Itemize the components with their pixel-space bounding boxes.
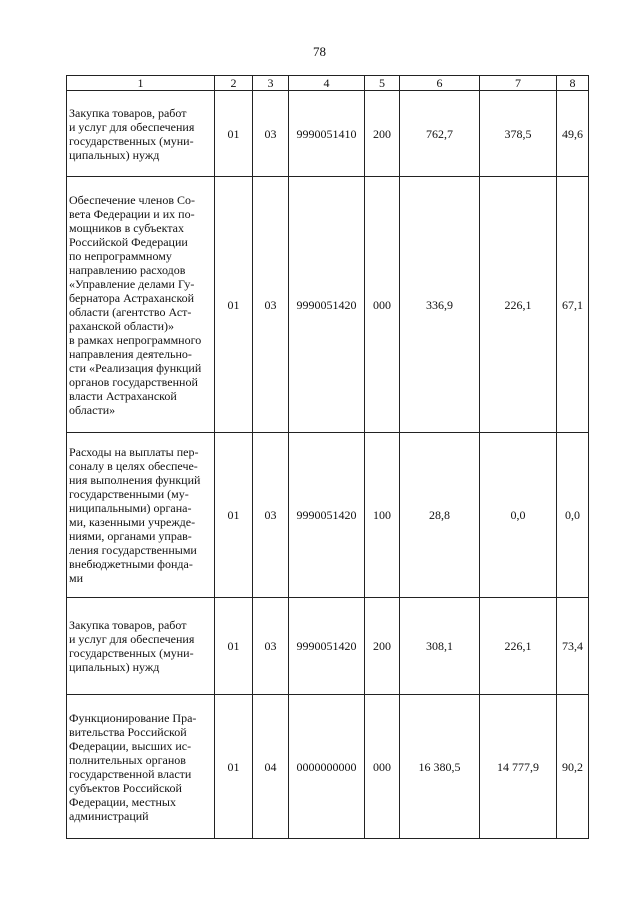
execution-percent: 90,2: [557, 695, 589, 839]
table-row: [67, 598, 589, 695]
expense-type-code: 000: [365, 177, 400, 433]
header-row: [67, 76, 589, 91]
execution-percent: 67,1: [557, 177, 589, 433]
planned-amount: 28,8: [400, 433, 480, 598]
planned-amount: 16 380,5: [400, 695, 480, 839]
table-row: [67, 433, 589, 598]
header-cell-4: 4: [289, 76, 365, 91]
header-cell-6: 6: [400, 76, 480, 91]
row-description: Обеспечение членов Со- вета Федерации и их по- мощников в субъектах Российской Федерации по непрограммному направлению расходов «Управление делами Гу- бернатора Астраханской области (агентство Аст- раханской области)» в рамках непрограммного направления деятельно- сти «Реализация функций органов государственной власти Астраханской области»: [67, 177, 215, 433]
subsection-code: 03: [253, 177, 289, 433]
executed-amount: 378,5: [480, 91, 557, 177]
target-article-code: 9990051420: [289, 433, 365, 598]
planned-amount: 762,7: [400, 91, 480, 177]
section-code: 01: [215, 433, 253, 598]
executed-amount: 0,0: [480, 433, 557, 598]
header-cell-5: 5: [365, 76, 400, 91]
executed-amount: 226,1: [480, 598, 557, 695]
target-article-code: 9990051410: [289, 91, 365, 177]
table-row: [67, 695, 589, 839]
header-cell-7: 7: [480, 76, 557, 91]
header-cell-3: 3: [253, 76, 289, 91]
executed-amount: 14 777,9: [480, 695, 557, 839]
page-number: 78: [313, 44, 326, 59]
target-article-code: 9990051420: [289, 177, 365, 433]
subsection-code: 03: [253, 598, 289, 695]
row-description: Закупка товаров, работ и услуг для обеспечения государственных (муни- ципальных) нужд: [67, 598, 215, 695]
row-description: Закупка товаров, работ и услуг для обеспечения государственных (муни- ципальных) нужд: [67, 91, 215, 177]
header-cell-1: 1: [67, 76, 215, 91]
expense-type-code: 100: [365, 433, 400, 598]
section-code: 01: [215, 91, 253, 177]
budget-table: [66, 75, 589, 839]
subsection-code: 04: [253, 695, 289, 839]
planned-amount: 336,9: [400, 177, 480, 433]
section-code: 01: [215, 695, 253, 839]
subsection-code: 03: [253, 91, 289, 177]
planned-amount: 308,1: [400, 598, 480, 695]
header-cell-8: 8: [557, 76, 589, 91]
execution-percent: 73,4: [557, 598, 589, 695]
execution-percent: 49,6: [557, 91, 589, 177]
executed-amount: 226,1: [480, 177, 557, 433]
header-cell-2: 2: [215, 76, 253, 91]
section-code: 01: [215, 598, 253, 695]
target-article-code: 9990051420: [289, 598, 365, 695]
expense-type-code: 000: [365, 695, 400, 839]
table-row: [67, 91, 589, 177]
expense-type-code: 200: [365, 91, 400, 177]
row-description: Функционирование Пра- вительства Российской Федерации, высших ис- полнительных органов государственной власти субъектов Российской Федерации, местных администраций: [67, 695, 215, 839]
row-description: Расходы на выплаты пер- соналу в целях обеспече- ния выполнения функций государственными (му- ниципальными) органа- ми, казенными учрежде- ниями, органами управ- ления государственными внебюджетными фонда- ми: [67, 433, 215, 598]
subsection-code: 03: [253, 433, 289, 598]
target-article-code: 0000000000: [289, 695, 365, 839]
execution-percent: 0,0: [557, 433, 589, 598]
section-code: 01: [215, 177, 253, 433]
expense-type-code: 200: [365, 598, 400, 695]
table-row: [67, 177, 589, 433]
